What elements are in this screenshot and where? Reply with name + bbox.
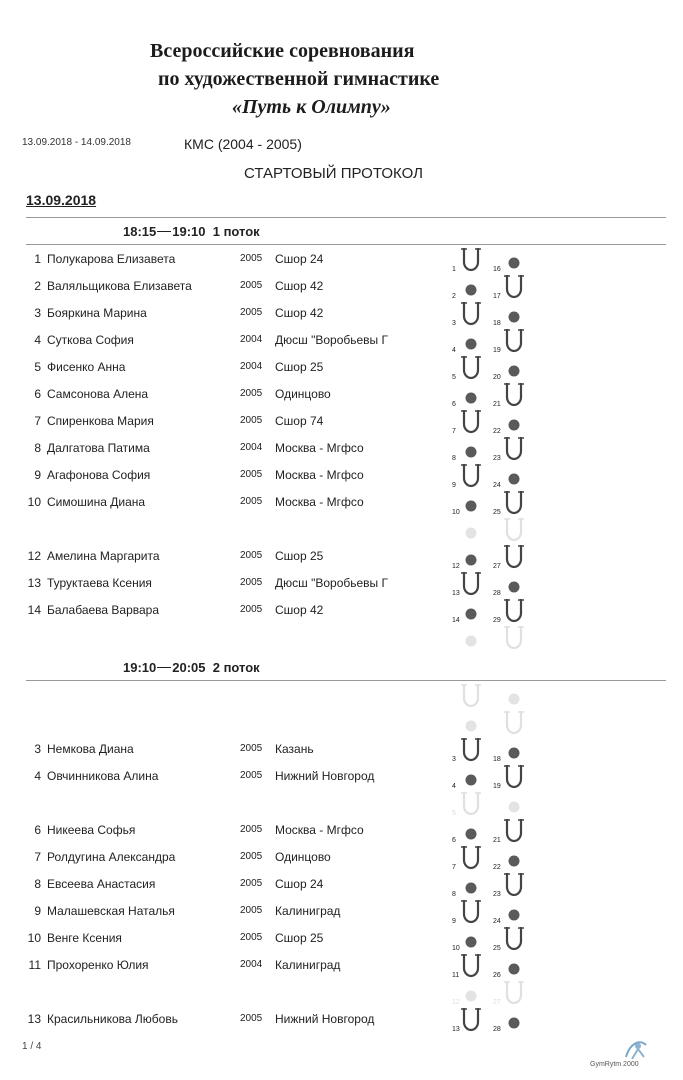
table-row: [0, 688, 683, 715]
ball-icon: [460, 763, 482, 791]
apparatus-order-1: 3: [452, 320, 456, 327]
start-number: 8: [34, 441, 41, 455]
start-number: 9: [34, 468, 41, 482]
club-name: Сшор 25: [275, 549, 324, 563]
gymnast-name: Красильникова Любовь: [47, 1012, 178, 1026]
apparatus-order: [452, 622, 552, 656]
apparatus-order-2: 18: [493, 320, 501, 327]
birth-year: 2005: [240, 770, 263, 781]
birth-year: 2005: [240, 878, 263, 889]
ball-icon: [503, 1006, 525, 1034]
apparatus-order-2: 29: [493, 617, 501, 624]
table-row: [0, 387, 683, 414]
apparatus-order-1: 9: [452, 482, 456, 489]
gymnast-name: Бояркина Марина: [47, 306, 147, 320]
gymrytm-logo: [590, 1037, 670, 1071]
ball-icon: [460, 817, 482, 845]
apparatus-order-2: 28: [493, 590, 501, 597]
start-number: 12: [27, 549, 41, 563]
ball-icon: [503, 682, 525, 710]
ball-icon: [460, 871, 482, 899]
gymnast-name: Суткова София: [47, 333, 134, 347]
birth-year: 2005: [240, 496, 263, 507]
gymnast-name: Самсонова Алена: [47, 387, 149, 401]
hoop-icon: [460, 246, 482, 274]
start-number: 8: [34, 877, 41, 891]
apparatus-order-2: 27: [493, 563, 501, 570]
table-row: [0, 850, 683, 877]
start-number: 6: [34, 823, 41, 837]
table-row: [0, 603, 683, 630]
ball-icon: [503, 952, 525, 980]
hoop-icon: [460, 898, 482, 926]
apparatus-order-2: 23: [493, 891, 501, 898]
hoop-icon: [503, 435, 525, 463]
table-row: [0, 279, 683, 306]
gymnast-name: Никеева Софья: [47, 823, 136, 837]
hoop-icon: [503, 489, 525, 517]
gymnast-name: Овчинникова Алина: [47, 769, 159, 783]
gymnast-name: Спиренкова Мария: [47, 414, 154, 428]
club-name: Казань: [275, 742, 314, 756]
table-row: [0, 958, 683, 985]
start-number: 5: [34, 360, 41, 374]
start-number: 14: [27, 603, 41, 617]
apparatus-order-1: 11: [452, 972, 460, 979]
ball-icon: [460, 435, 482, 463]
apparatus-order-2: 24: [493, 482, 501, 489]
ball-icon: [460, 709, 482, 737]
flow-1-label: 1 поток: [212, 224, 260, 239]
club-name: Калиниград: [275, 958, 341, 972]
table-row: [0, 306, 683, 333]
birth-year: 2005: [240, 280, 263, 291]
start-number: 11: [28, 958, 41, 972]
ball-icon: [460, 597, 482, 625]
table-row: [0, 252, 683, 279]
table-row: [0, 414, 683, 441]
gymnast-name: Ролдугина Александра: [47, 850, 176, 864]
title-line-1: Всероссийские соревнования: [150, 40, 415, 62]
hoop-icon: [503, 979, 525, 1007]
birth-year: 2005: [240, 415, 263, 426]
age-category: КМС (2004 - 2005): [184, 136, 302, 152]
hoop-icon: [503, 925, 525, 953]
flow-1-start: 18:15: [123, 224, 157, 239]
apparatus-order-1: 5: [452, 810, 456, 817]
birth-year: 2005: [240, 743, 263, 754]
gymnast-name: Полукарова Елизавета: [47, 252, 176, 266]
apparatus-order-1: 7: [452, 864, 456, 871]
ball-icon: [503, 898, 525, 926]
apparatus-order-1: 14: [452, 617, 460, 624]
gymnast-name: Фисенко Анна: [47, 360, 126, 374]
start-number: 13: [27, 576, 41, 590]
table-row: [0, 877, 683, 904]
table-row: [0, 742, 683, 769]
apparatus-order-2: 25: [493, 945, 501, 952]
table-row: [0, 796, 683, 823]
hoop-icon: [503, 381, 525, 409]
hoop-icon: [503, 624, 525, 652]
hoop-icon: [503, 273, 525, 301]
club-name: Москва - Мгфсо: [275, 468, 364, 482]
table-row: [0, 931, 683, 958]
apparatus-order-1: 12: [452, 999, 460, 1006]
apparatus-order-2: 19: [493, 783, 501, 790]
apparatus-order-2: 21: [493, 401, 501, 408]
birth-year: 2005: [240, 388, 263, 399]
hoop-icon: [460, 354, 482, 382]
ball-icon: [503, 408, 525, 436]
flow-2-start: 19:10: [123, 660, 157, 675]
birth-year: 2005: [240, 905, 263, 916]
apparatus-order-2: 26: [493, 972, 501, 979]
ball-icon: [503, 462, 525, 490]
hoop-icon: [460, 682, 482, 710]
start-number: 10: [27, 495, 41, 509]
apparatus-order-2: 18: [493, 756, 501, 763]
club-name: Одинцово: [275, 387, 331, 401]
apparatus-order-1: 2: [452, 293, 456, 300]
apparatus-order-2: 24: [493, 918, 501, 925]
hoop-icon: [460, 844, 482, 872]
hoop-icon: [503, 871, 525, 899]
apparatus-order-1: 6: [452, 837, 456, 844]
ball-icon: [460, 381, 482, 409]
ball-icon: [460, 516, 482, 544]
ball-icon: [460, 489, 482, 517]
gymnast-name: Валяльщикова Елизавета: [47, 279, 192, 293]
apparatus-order-2: 22: [493, 864, 501, 871]
gymnast-name: Туруктаева Ксения: [47, 576, 152, 590]
club-name: Сшор 42: [275, 279, 324, 293]
club-name: Сшор 25: [275, 931, 324, 945]
table-row: [0, 576, 683, 603]
hoop-icon: [460, 1006, 482, 1034]
birth-year: 2005: [240, 253, 263, 264]
club-name: Москва - Мгфсо: [275, 441, 364, 455]
birth-year: 2005: [240, 932, 263, 943]
start-number: 10: [27, 931, 41, 945]
divider-top: [26, 217, 666, 218]
apparatus-order-1: 13: [452, 1026, 460, 1033]
gymnast-name: Евсеева Анастасия: [47, 877, 156, 891]
apparatus-order-2: 23: [493, 455, 501, 462]
birth-year: 2005: [240, 550, 263, 561]
club-name: Нижний Новгород: [275, 769, 375, 783]
start-number: 3: [34, 306, 41, 320]
apparatus-order-1: 4: [452, 347, 456, 354]
ball-icon: [503, 300, 525, 328]
table-row: [0, 441, 683, 468]
ball-icon: [460, 624, 482, 652]
ball-icon: [460, 925, 482, 953]
page-number: 1 / 4: [22, 1041, 42, 1052]
table-row: [0, 549, 683, 576]
start-number: 7: [34, 850, 41, 864]
title-line-2: по художественной гимнастике: [158, 68, 440, 90]
ball-icon: [503, 570, 525, 598]
birth-year: 2005: [240, 469, 263, 480]
start-number: 3: [34, 742, 41, 756]
day-heading: 13.09.2018: [26, 192, 97, 208]
start-number: 6: [34, 387, 41, 401]
table-row: [0, 715, 683, 742]
birth-year: 2005: [240, 577, 263, 588]
club-name: Сшор 24: [275, 252, 324, 266]
club-name: Дюсш "Воробьевы Г: [275, 333, 389, 347]
apparatus-order-2: 22: [493, 428, 501, 435]
ball-icon: [503, 844, 525, 872]
birth-year: 2004: [240, 959, 263, 970]
ball-icon: [503, 790, 525, 818]
gymnast-name: Далгатова Патима: [47, 441, 150, 455]
apparatus-order-1: 8: [452, 891, 456, 898]
gymnast-name: Амелина Маргарита: [47, 549, 160, 563]
start-number: 1: [34, 252, 41, 266]
birth-year: 2005: [240, 604, 263, 615]
start-number: 4: [34, 769, 41, 783]
hoop-icon: [503, 709, 525, 737]
protocol-title: СТАРТОВЫЙ ПРОТОКОЛ: [244, 165, 423, 182]
apparatus-order-1: 12: [452, 563, 460, 570]
table-row: [0, 468, 683, 495]
table-row: [0, 1012, 683, 1039]
apparatus-order-1: 7: [452, 428, 456, 435]
hoop-icon: [503, 597, 525, 625]
competition-dates: 13.09.2018 - 14.09.2018: [22, 137, 131, 148]
apparatus-order-2: 19: [493, 347, 501, 354]
hoop-icon: [460, 790, 482, 818]
birth-year: 2005: [240, 824, 263, 835]
apparatus-order-2: 28: [493, 1026, 501, 1033]
apparatus-order-2: 20: [493, 374, 501, 381]
start-number: 9: [34, 904, 41, 918]
logo-text: GymRytm 2000: [590, 1061, 639, 1068]
club-name: Сшор 42: [275, 306, 324, 320]
ball-icon: [503, 246, 525, 274]
ball-icon: [503, 736, 525, 764]
apparatus-order-1: 8: [452, 455, 456, 462]
club-name: Нижний Новгород: [275, 1012, 375, 1026]
apparatus-order-1: 13: [452, 590, 460, 597]
hoop-icon: [503, 817, 525, 845]
table-row: [0, 904, 683, 931]
apparatus-order-1: 3: [452, 756, 456, 763]
table-row: [0, 360, 683, 387]
table-row: [0, 985, 683, 1012]
flow-2-end: 20:05: [172, 660, 206, 675]
club-name: Москва - Мгфсо: [275, 495, 364, 509]
table-row: [0, 333, 683, 360]
birth-year: 2004: [240, 361, 263, 372]
apparatus-order-1: 10: [452, 509, 460, 516]
gymnast-name: Агафонова София: [47, 468, 151, 482]
table-row: [0, 630, 683, 657]
apparatus-order-1: 6: [452, 401, 456, 408]
divider-flow2: [26, 680, 666, 681]
hoop-icon: [503, 516, 525, 544]
club-name: Сшор 42: [275, 603, 324, 617]
club-name: Сшор 24: [275, 877, 324, 891]
hoop-icon: [460, 408, 482, 436]
club-name: Дюсш "Воробьевы Г: [275, 576, 389, 590]
apparatus-order-2: 27: [493, 999, 501, 1006]
hoop-icon: [460, 570, 482, 598]
apparatus-order: [452, 1004, 552, 1038]
flow-2-label: 2 поток: [212, 660, 260, 675]
hoop-icon: [460, 300, 482, 328]
start-number: 7: [34, 414, 41, 428]
hoop-icon: [503, 327, 525, 355]
ball-icon: [503, 354, 525, 382]
apparatus-order-1: 10: [452, 945, 460, 952]
hoop-icon: [460, 462, 482, 490]
table-row: [0, 823, 683, 850]
club-name: Сшор 25: [275, 360, 324, 374]
birth-year: 2004: [240, 442, 263, 453]
club-name: Одинцово: [275, 850, 331, 864]
hoop-icon: [460, 736, 482, 764]
apparatus-order-2: 16: [493, 266, 501, 273]
club-name: Сшор 74: [275, 414, 324, 428]
gymnast-name: Малашевская Наталья: [47, 904, 175, 918]
club-name: Калиниград: [275, 904, 341, 918]
birth-year: 2005: [240, 307, 263, 318]
gymnast-name: Венге Ксения: [47, 931, 122, 945]
ball-icon: [460, 273, 482, 301]
table-row: [0, 522, 683, 549]
apparatus-order-2: 25: [493, 509, 501, 516]
apparatus-order-1: 5: [452, 374, 456, 381]
gymnast-name: Симошина Диана: [47, 495, 146, 509]
start-number: 4: [34, 333, 41, 347]
title-line-3: «Путь к Олимпу»: [232, 96, 391, 118]
apparatus-order-1: 4: [452, 783, 456, 790]
gymnast-name: Прохоренко Юлия: [47, 958, 149, 972]
table-row: [0, 495, 683, 522]
apparatus-order-2: 21: [493, 837, 501, 844]
apparatus-order-1: 1: [452, 266, 456, 273]
divider-flow1: [26, 244, 666, 245]
start-number: 2: [34, 279, 41, 293]
hoop-icon: [503, 543, 525, 571]
flow-1-end: 19:10: [172, 224, 206, 239]
table-row: [0, 769, 683, 796]
flow-2-heading: [123, 660, 260, 675]
ball-icon: [460, 979, 482, 1007]
birth-year: 2005: [240, 851, 263, 862]
start-number: 13: [27, 1012, 41, 1026]
gymnast-logo-icon: [620, 1037, 650, 1061]
birth-year: 2005: [240, 1013, 263, 1024]
ball-icon: [460, 327, 482, 355]
flow-1-heading: [123, 224, 260, 239]
apparatus-order-1: 9: [452, 918, 456, 925]
apparatus-order-2: 17: [493, 293, 501, 300]
gymnast-name: Немкова Диана: [47, 742, 134, 756]
club-name: Москва - Мгфсо: [275, 823, 364, 837]
birth-year: 2004: [240, 334, 263, 345]
hoop-icon: [503, 763, 525, 791]
hoop-icon: [460, 952, 482, 980]
ball-icon: [460, 543, 482, 571]
gymnast-name: Балабаева Варвара: [47, 603, 160, 617]
